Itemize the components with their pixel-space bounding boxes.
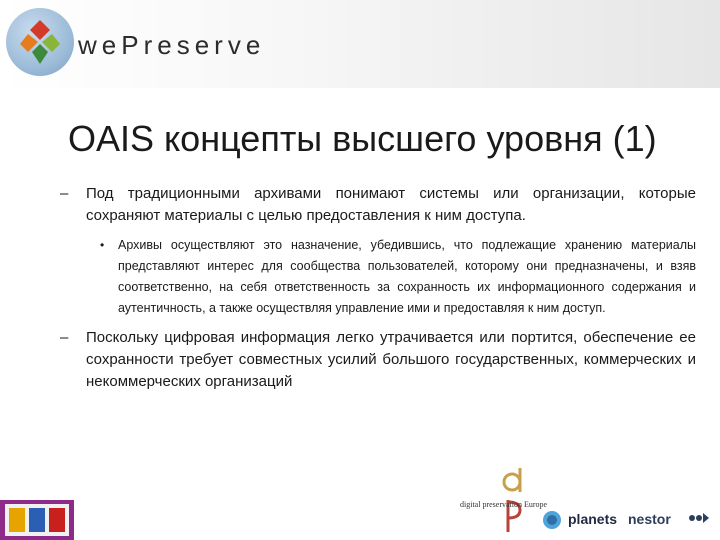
slide-content [60, 183, 696, 401]
slide-title: OAIS концепты высшего уровня (1) [68, 118, 657, 159]
wepreserve-logo-text: wePreserve [78, 30, 266, 60]
subbullet-text: Архивы осуществляют это назначение, убедившись, что подлежащие хранению материалы представляют интерес для сообщества пользователей, которому они предназначены, и взяв соответственно, на себя ответственность за сохранность их информационного содержания и аутентичность, а также осуществляя управление ими и предоставляя к ним доступ. [118, 238, 696, 315]
planets-logo-text: planets [568, 511, 618, 527]
dash-marker: – [60, 329, 69, 346]
wepreserve-logo-icon [6, 8, 74, 76]
dpe-caption: digital preservation Europe [460, 500, 548, 509]
partner-badge-logo [0, 500, 74, 540]
bullet-item [60, 183, 696, 227]
header-bar [0, 0, 720, 88]
nestor-logo-text: nestor [628, 511, 671, 527]
dash-marker: – [60, 185, 69, 202]
bullet-text: Поскольку цифровая информация легко утрачивается или портится, обеспечение ее сохранности требует совместных усилий большого государственных, коммерческих и некоммерческих организаций [86, 329, 696, 390]
bullet-text: Под традиционными архивами понимают системы или организации, которые сохраняют материалы с целью предоставления к ним доступа. [86, 185, 696, 224]
bullet-item [60, 327, 696, 393]
nestor-logo-icon [686, 510, 710, 526]
subbullet-item [60, 235, 696, 319]
dot-marker: • [100, 238, 105, 252]
